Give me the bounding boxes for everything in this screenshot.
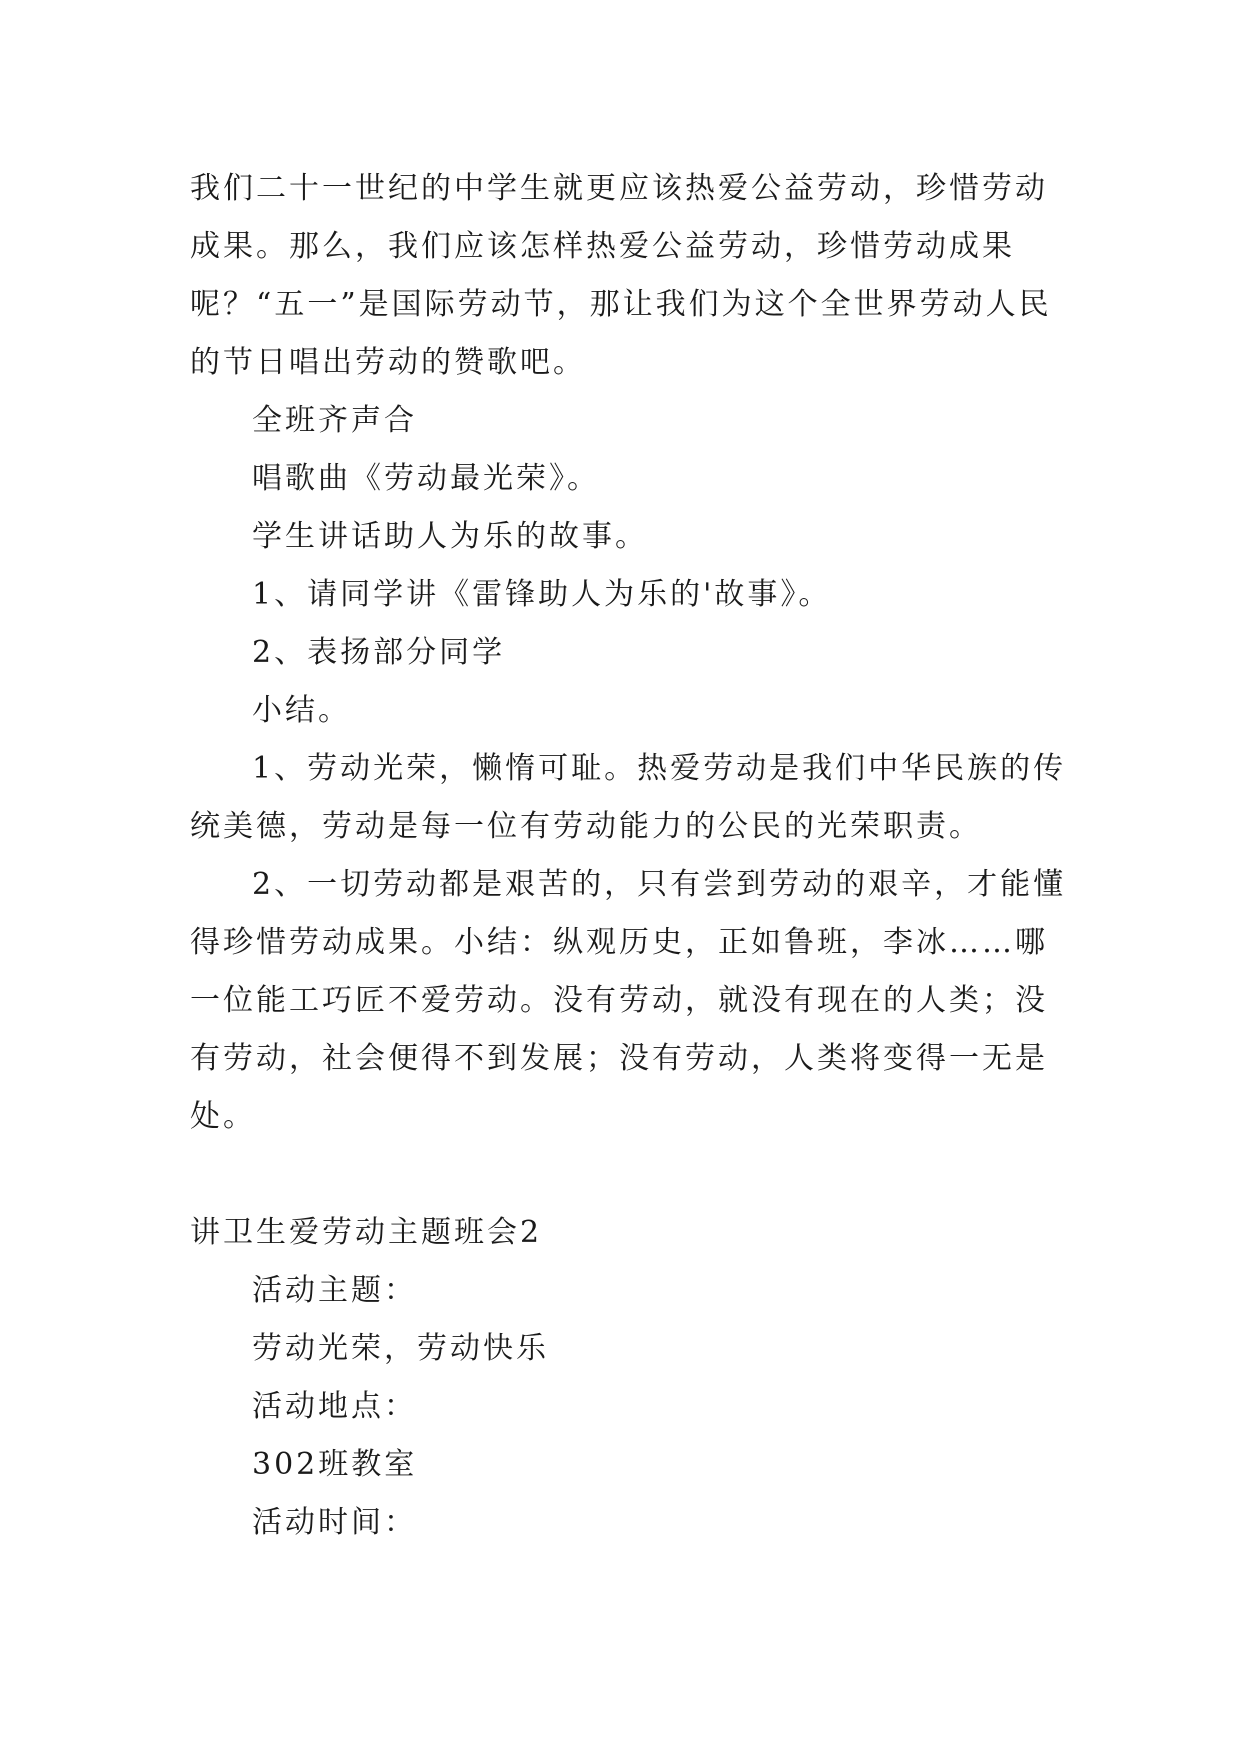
- paragraph-item-1: 1、请同学讲《雷锋助人为乐的'故事》。: [252, 577, 832, 612]
- paragraph-class-chorus: 全班齐声合: [252, 403, 417, 438]
- activity-theme-label: 活动主题：: [252, 1273, 417, 1308]
- section-title: 讲卫生爱劳动主题班会2: [190, 1215, 543, 1250]
- paragraph-intro: 我们二十一世纪的中学生就更应该热爱公益劳动，珍惜劳动成果。那么，我们应该怎样热爱公益劳动，珍惜劳动成果呢？“五一”是国际劳动节，那让我们为这个全世界劳动人民的节日唱出劳动的赞歌吧。: [190, 171, 1052, 380]
- activity-location-label: 活动地点：: [252, 1389, 417, 1424]
- paragraph-song: 唱歌曲《劳动最光荣》。: [252, 461, 600, 496]
- document-body: [190, 160, 1070, 1552]
- activity-location-value: 302班教室: [252, 1447, 418, 1482]
- paragraph-item-2: 2、表扬部分同学: [252, 635, 506, 670]
- paragraph-summary-heading: 小结。: [252, 693, 351, 728]
- paragraph-student-story: 学生讲话助人为乐的故事。: [252, 519, 648, 554]
- paragraph-summary-1: 1、劳动光荣，懒惰可耻。热爱劳动是我们中华民族的传统美德，劳动是每一位有劳动能力的公民的光荣职责。: [190, 751, 1067, 844]
- activity-theme-value: 劳动光荣，劳动快乐: [252, 1331, 549, 1366]
- paragraph-summary-2: 2、一切劳动都是艰苦的，只有尝到劳动的艰辛，才能懂得珍惜劳动成果。小结：纵观历史，正如鲁班，李冰……哪一位能工巧匠不爱劳动。没有劳动，就没有现在的人类；没有劳动，社会便得不到发展；没有劳动，人类将变得一无是处。: [190, 867, 1067, 1134]
- activity-time-label: 活动时间：: [252, 1505, 417, 1540]
- section-spacer: [190, 1146, 1070, 1204]
